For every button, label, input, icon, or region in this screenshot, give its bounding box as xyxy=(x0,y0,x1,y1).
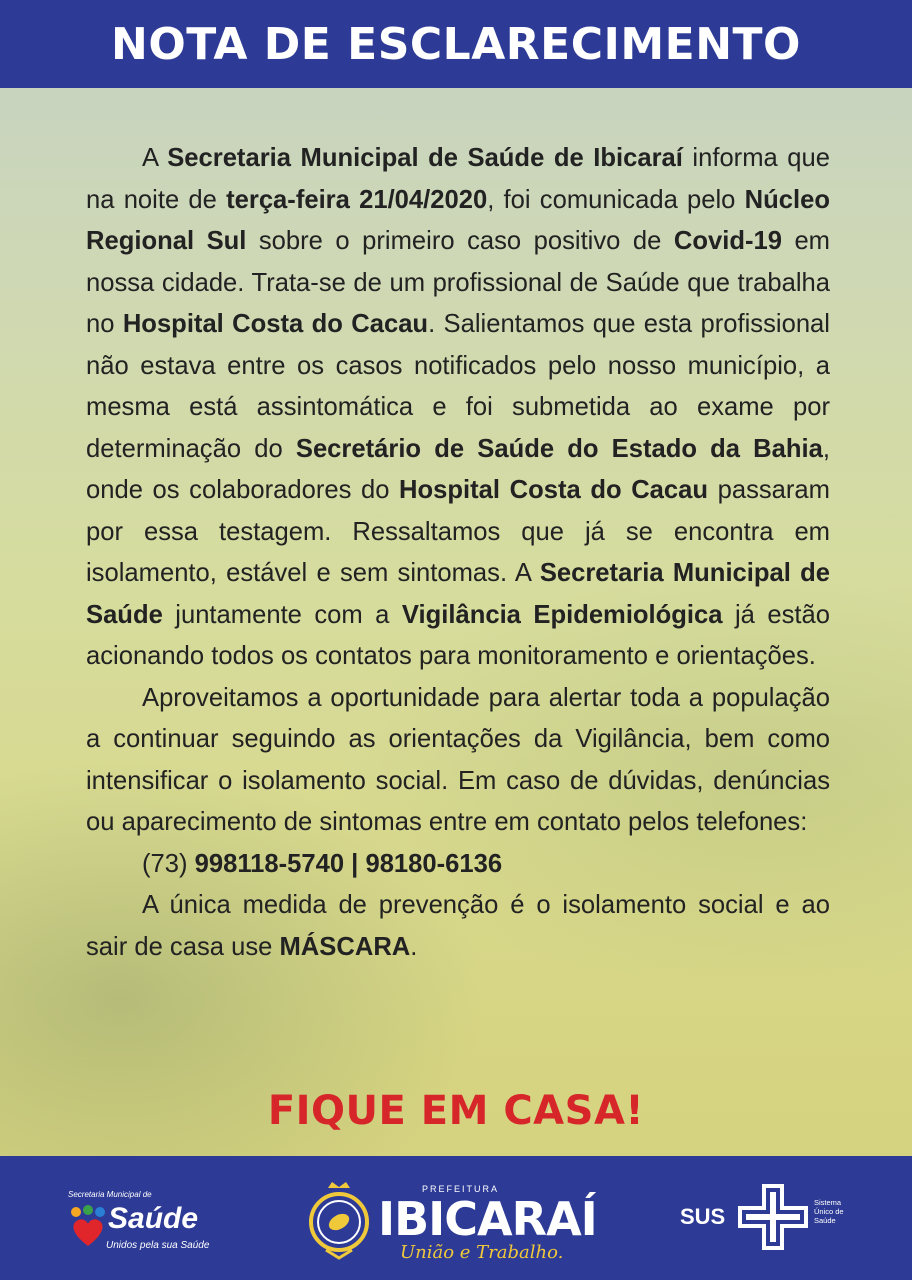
page-title: NOTA DE ESCLARECIMENTO xyxy=(111,18,801,70)
ibicarai-prefeitura: PREFEITURA xyxy=(422,1184,500,1194)
ibicarai-logo xyxy=(304,1178,597,1270)
text-segment: em nossa cidade. Trata-se de um profissional de Saúde que trabalha no xyxy=(86,227,831,338)
ibicarai-name: IBICARAÍ xyxy=(378,1192,597,1246)
bold-text-segment: Covid-19 xyxy=(673,227,782,255)
saude-logo xyxy=(68,1190,228,1260)
bold-text-segment: terça-feira 21/04/2020 xyxy=(226,185,488,214)
saude-logo-top: Secretaria Municipal de xyxy=(68,1190,152,1199)
ibicarai-motto: União e Trabalho. xyxy=(400,1242,564,1263)
paragraph-1 xyxy=(86,138,830,678)
bold-text-segment: Núcleo Regional Sul xyxy=(86,185,830,255)
text-segment: , onde os colaboradores do xyxy=(86,434,830,504)
text-segment: (73) xyxy=(142,849,195,878)
phone-numbers xyxy=(86,844,830,886)
text-segment: passaram por essa testagem. Ressaltamos que já se encontra em isolamento, estável e sem sintomas. A xyxy=(86,476,830,587)
bold-text-segment: Secretaria Municipal de Saúde xyxy=(86,559,830,629)
saude-logo-name: Saúde xyxy=(108,1202,199,1235)
text-segment: . Salientamos que esta profissional não estava entre os casos notificados pelo nosso município, a mesma está assintomática e foi submetida ao exame por determinação do xyxy=(86,310,830,463)
header-bar xyxy=(0,0,912,88)
text-segment: A xyxy=(142,144,168,172)
city-crest-icon xyxy=(304,1180,374,1260)
bold-text-segment: 998118-5740 | 98180-6136 xyxy=(194,849,503,878)
sus-logo-subtitle: Sistema Único de Saúde xyxy=(814,1198,844,1225)
text-segment: , foi comunicada pelo xyxy=(487,185,745,214)
bold-text-segment: Secretaria Municipal de Saúde de Ibicaraí xyxy=(167,144,683,172)
bold-text-segment: Hospital Costa do Cacau xyxy=(122,310,429,338)
sus-logo-name: SUS xyxy=(680,1204,726,1229)
sus-logo xyxy=(680,1182,860,1252)
text-segment: . xyxy=(410,932,418,961)
text-segment: sobre o primeiro caso positivo de xyxy=(246,227,674,255)
saude-logo-tagline: Unidos pela sua Saúde xyxy=(106,1240,210,1251)
paragraph-2 xyxy=(86,678,830,844)
bold-text-segment: Vigilância Epidemiológica xyxy=(401,600,723,629)
paragraph-4 xyxy=(86,885,830,968)
bold-text-segment: Secretário de Saúde do Estado da Bahia xyxy=(295,434,823,463)
stay-home-banner: FIQUE EM CASA! xyxy=(267,1088,645,1134)
text-segment: juntamente com a xyxy=(162,600,402,629)
notice-body xyxy=(86,138,830,968)
text-segment: A única medida de prevenção é o isolamento social e ao sair de casa use xyxy=(86,891,830,961)
text-segment: Aproveitamos a oportunidade para alertar toda a população a continuar seguindo as orientações da Vigilância, bem como intensificar o isolamento social. Em caso de dúvidas, denúncias ou aparecimento de sintomas entre em contato pelos telefones: xyxy=(86,683,830,836)
footer-bar xyxy=(0,1156,912,1280)
sus-cross-icon xyxy=(736,1182,810,1252)
bold-text-segment: MÁSCARA xyxy=(279,932,411,961)
heart-people-icon xyxy=(68,1202,108,1252)
bold-text-segment: Hospital Costa do Cacau xyxy=(399,476,709,504)
text-segment: informa que na noite de xyxy=(86,144,830,214)
text-segment: já estão acionando todos os contatos para monitoramento e orientações. xyxy=(86,600,830,670)
